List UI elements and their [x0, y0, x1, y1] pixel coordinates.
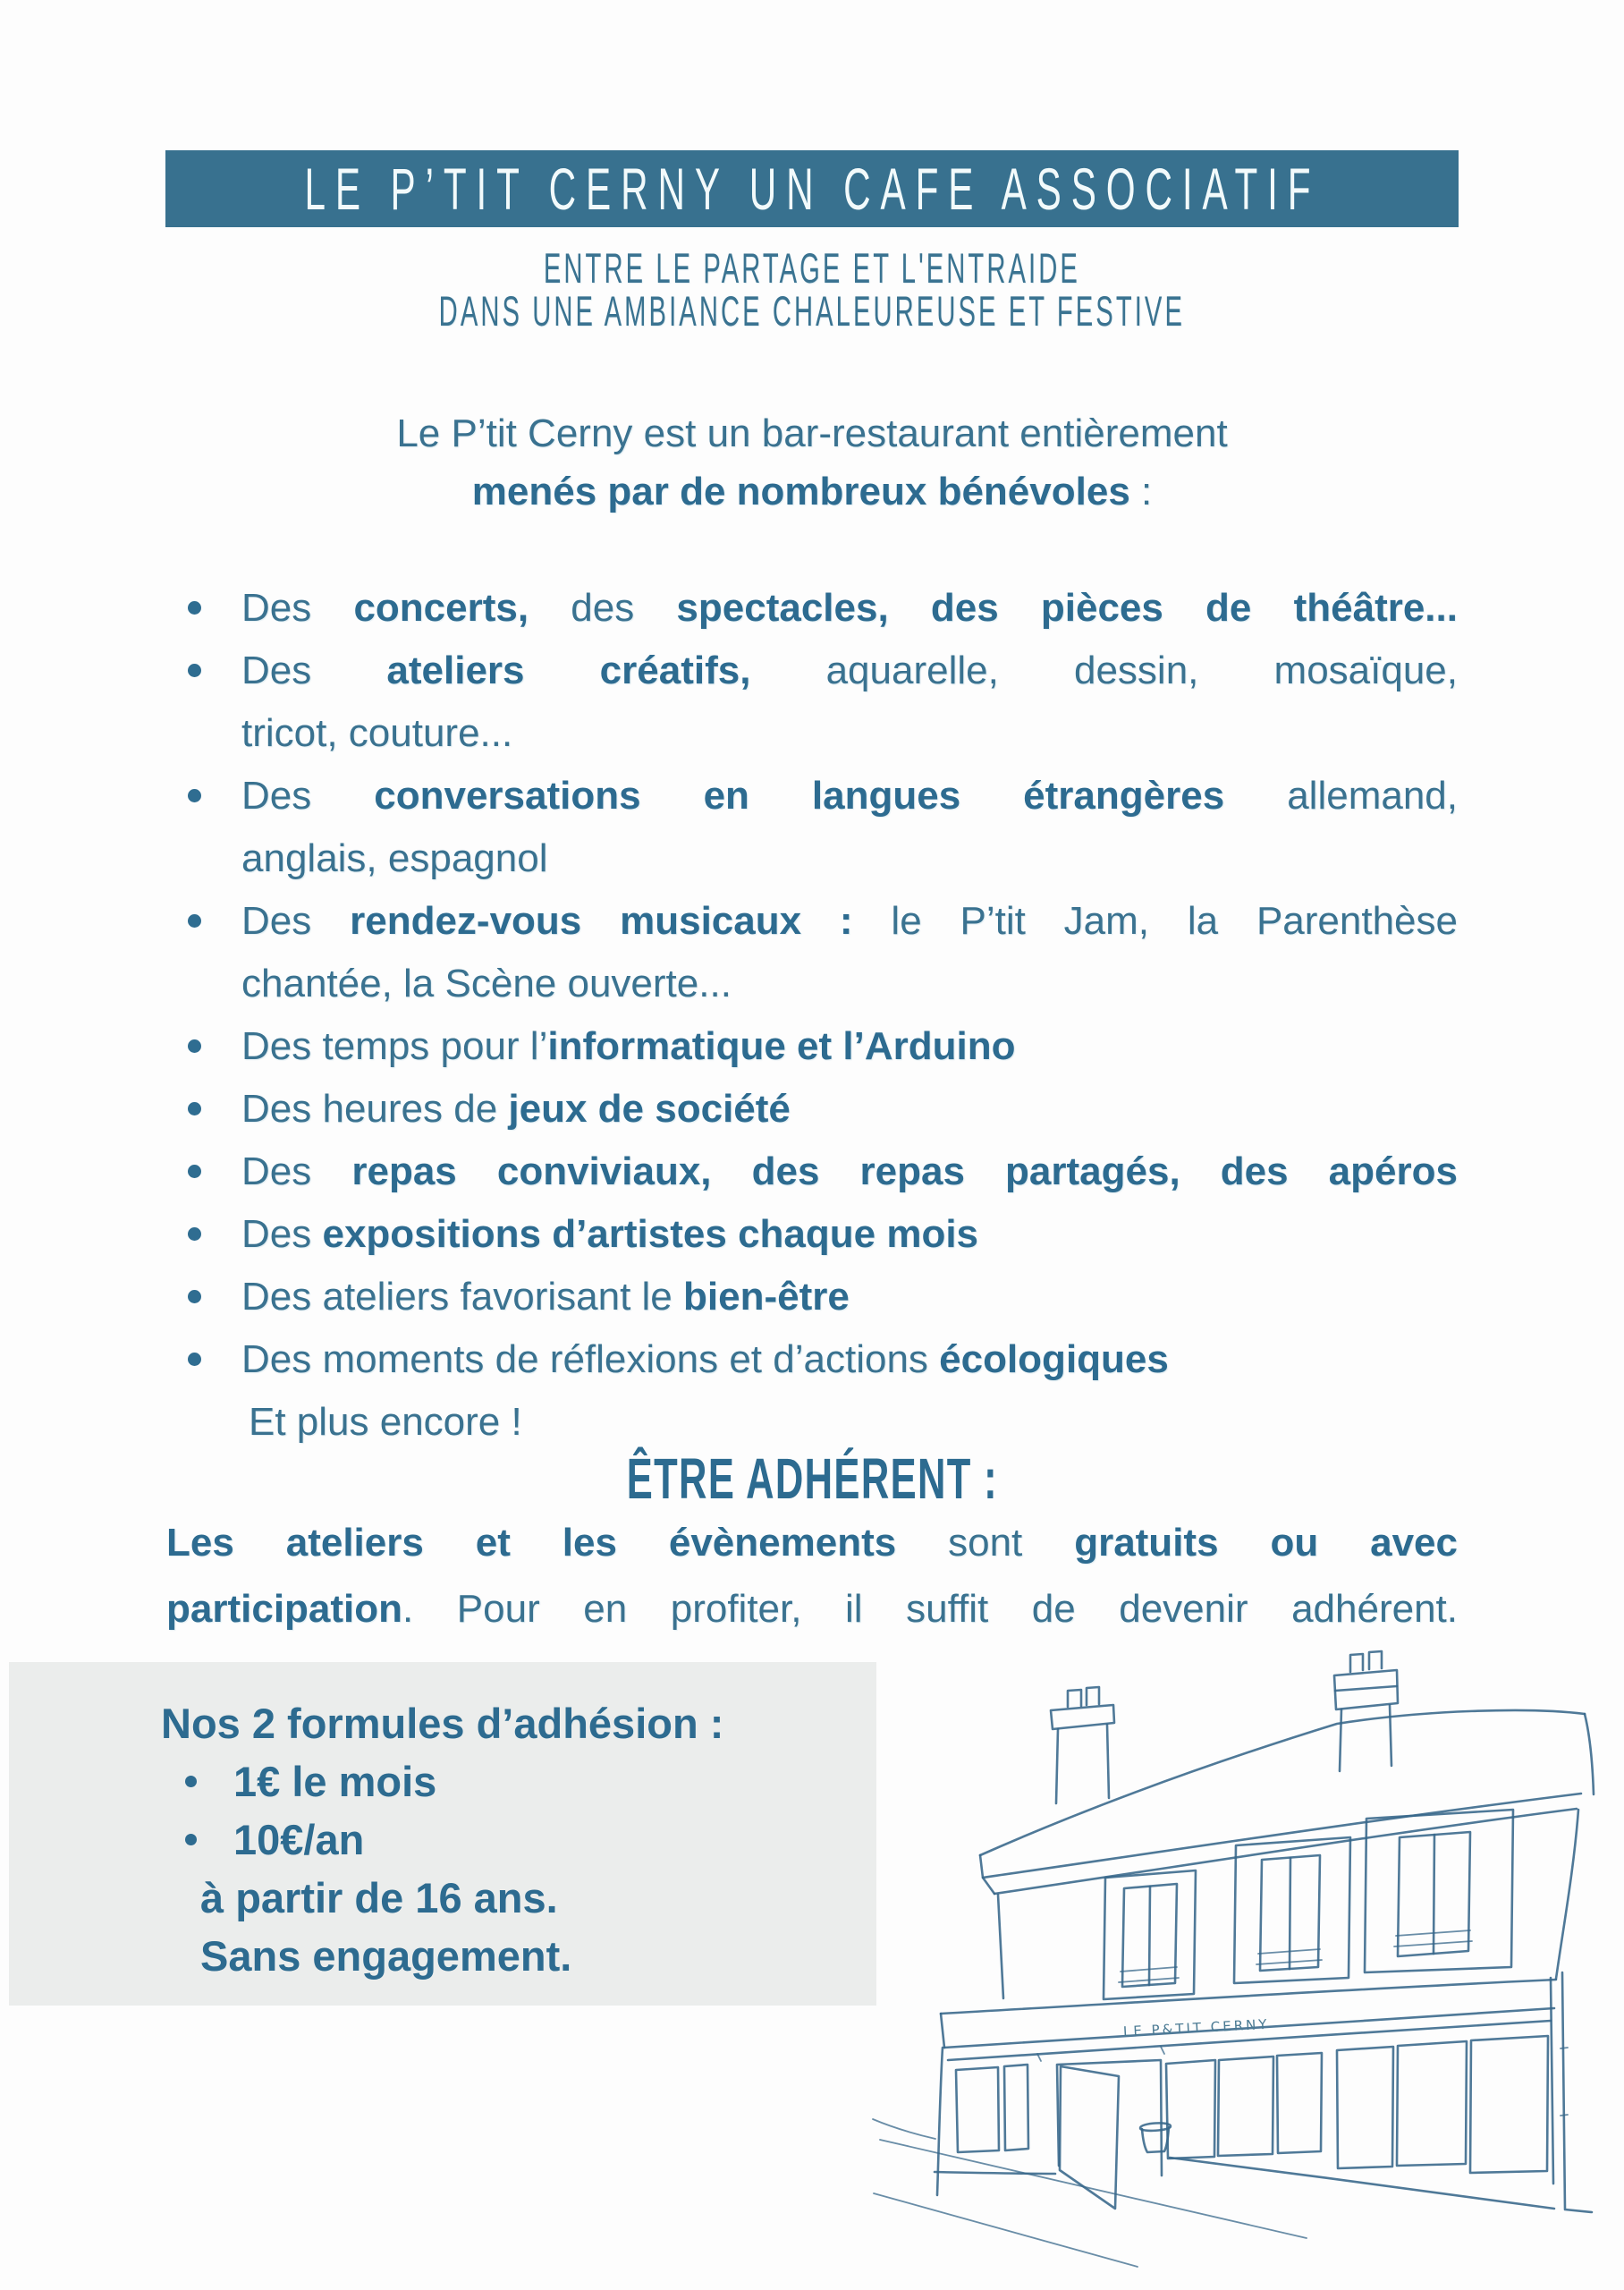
pricing-note-commitment: Sans engagement. [200, 1932, 572, 1980]
pricing-option-year: 10€/an [9, 1811, 876, 1869]
item-text: Des moments de réflexions et d’actions écologiques [241, 1337, 1169, 1381]
item-text: Des ateliers favorisant le bien-être [241, 1275, 850, 1319]
pricing-option-month: 1€ le mois [9, 1752, 876, 1811]
banner [165, 150, 1459, 227]
bullet-icon [188, 789, 201, 802]
pricing-note-age: à partir de 16 ans. [200, 1874, 558, 1921]
list-item [188, 765, 1458, 890]
bullet-icon [188, 1102, 201, 1115]
item-text: Des conversations en langues étrangères allemand, anglais, espagnol [241, 774, 1458, 880]
banner-title: LE P’TIT CERNY UN CAFE ASSOCIATIF [304, 156, 1320, 222]
activities-list [188, 577, 1458, 1454]
membership-heading: ÊTRE ADHÉRENT : [626, 1446, 998, 1511]
list-item [188, 577, 1458, 640]
more-line: Et plus encore ! [249, 1400, 522, 1444]
bullet-icon [185, 1834, 197, 1845]
membership-paragraph: Les ateliers et les évènements sont gratuits ou avec participation. Pour en profiter, il suffit de devenir adhérent. [166, 1521, 1458, 1631]
list-item [188, 1078, 1458, 1141]
upper-facade-windows [998, 1810, 1578, 1999]
building-sign-text: LE P&TIT CERNY [1122, 2015, 1270, 2040]
bullet-icon [188, 664, 201, 677]
bullet-icon [188, 1290, 201, 1303]
item-text: Des heures de jeux de société [241, 1087, 791, 1131]
list-item [188, 1328, 1458, 1391]
bullet-icon [188, 914, 201, 928]
bullet-icon [188, 1353, 201, 1366]
bullet-icon [188, 1227, 201, 1241]
building-illustration [850, 1628, 1624, 2290]
item-text: Des expositions d’artistes chaque mois [241, 1212, 979, 1256]
bullet-icon [188, 1039, 201, 1053]
pricing-heading: Nos 2 formules d’adhésion : [161, 1700, 724, 1747]
storefront [935, 1972, 1592, 2212]
item-text: Des ateliers créatifs, aquarelle, dessin, mosaïque, tricot, couture... [241, 649, 1459, 755]
subtitle-line-1: ENTRE LE PARTAGE ET L'ENTRAIDE [543, 244, 1081, 292]
list-item [188, 1015, 1458, 1078]
bullet-icon [185, 1776, 197, 1787]
list-item [188, 1203, 1458, 1266]
bullet-icon [188, 601, 201, 615]
list-item [188, 890, 1458, 1015]
bullet-icon [188, 1165, 201, 1178]
item-text: Des concerts, des spectacles, des pièces de théâtre... [241, 586, 1458, 630]
item-text: Des temps pour l’informatique et l’Arduino [241, 1024, 1016, 1068]
list-item [188, 640, 1458, 765]
subtitle-line-2: DANS UNE AMBIANCE CHALEUREUSE ET FESTIVE [438, 287, 1186, 335]
intro-line-1: Le P’tit Cerny est un bar-restaurant entièrement [396, 411, 1228, 455]
list-item [188, 1141, 1458, 1203]
item-text: Des rendez-vous musicaux : le P’tit Jam, la Parenthèse chantée, la Scène ouverte... [241, 899, 1458, 1005]
intro-paragraph [166, 404, 1458, 521]
intro-line-2: menés par de nombreux bénévoles : [471, 470, 1153, 513]
pricing-box [9, 1662, 876, 2006]
list-item [188, 1266, 1458, 1328]
subtitle [0, 244, 1624, 335]
item-text: Des repas conviviaux, des repas partagés, des apéros [241, 1149, 1458, 1193]
